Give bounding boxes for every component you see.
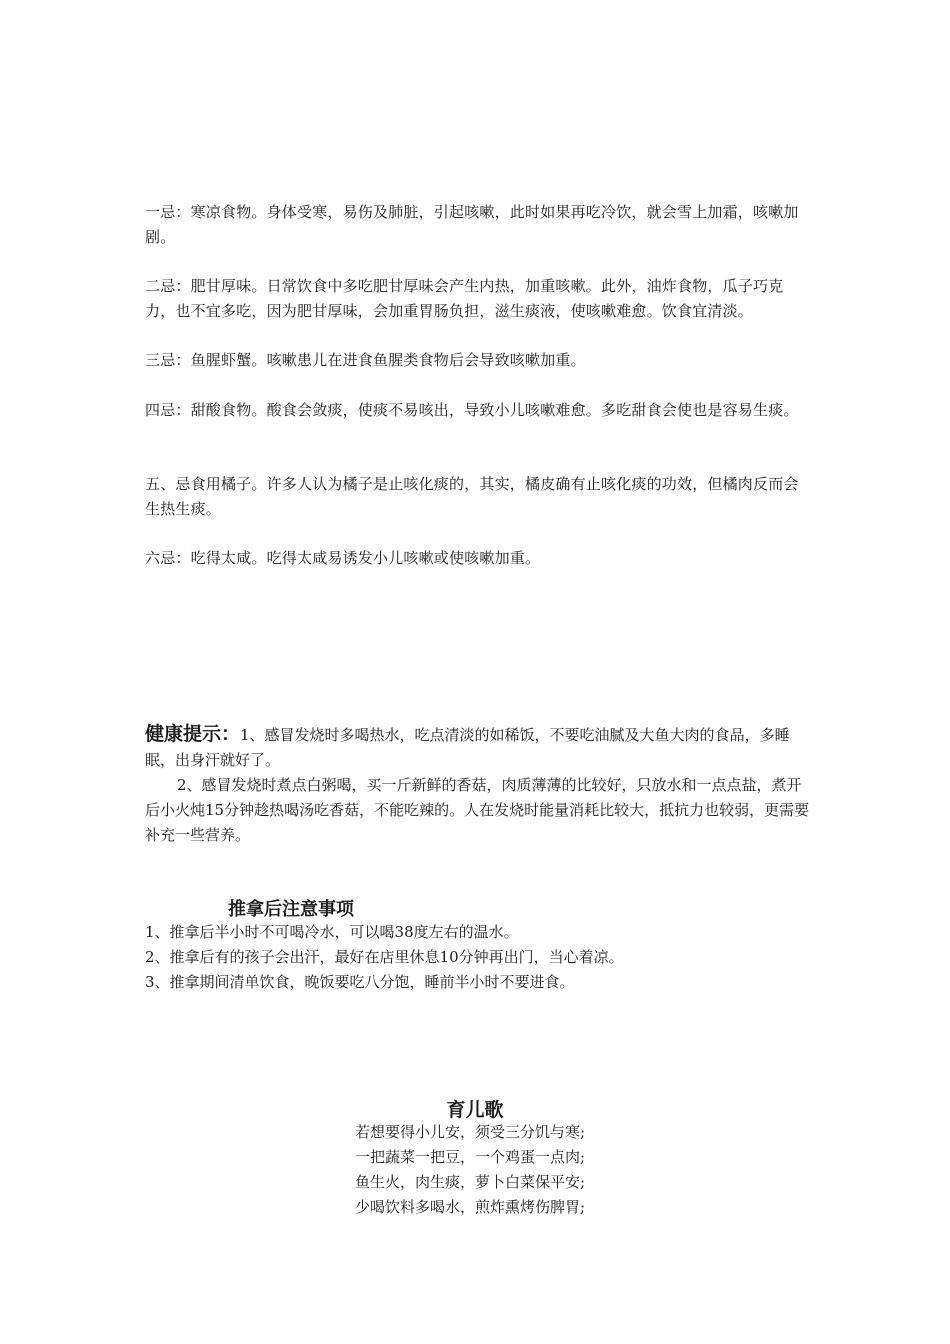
parenting-song-lines	[0, 1120, 940, 1220]
health-tip-2: 2、感冒发烧时煮点白粥喝，买一斤新鲜的香菇，肉质薄薄的比较好，只放水和一点点盐，煮开后小火炖15分钟趁热喝汤吃香菇，不能吃辣的。人在发烧时能量消耗比较大，抵抗力也较弱，更需要补充一些营养。	[145, 776, 810, 844]
taboo-paragraph-5: 五、忌食用橘子。许多人认为橘子是止咳化痰的，其实，橘皮确有止咳化痰的功效，但橘肉反而会生热生痰。	[145, 475, 799, 518]
tuina-notes-title: 推拿后注意事项	[228, 899, 354, 920]
tuina-note-item: 1、推拿后半小时不可喝冷水，可以喝38度左右的温水。	[145, 923, 519, 941]
song-line: 若想要得小儿安，须受三分饥与寒;	[354, 1123, 586, 1141]
tuina-note-item: 3、推拿期间清单饮食，晚饭要吃八分饱，睡前半小时不要进食。	[145, 973, 575, 991]
health-tip-1: 1、感冒发烧时多喝热水，吃点清淡的如稀饭，不要吃油腻及大鱼大肉的食品，多睡眠，出身汗就好了。	[145, 726, 790, 769]
song-line: 一把蔬菜一把豆，一个鸡蛋一点肉;	[354, 1148, 586, 1166]
song-line: 鱼生火，肉生痰，萝卜白菜保平安;	[354, 1173, 586, 1191]
taboo-paragraph-6: 六忌：吃得太咸。吃得太咸易诱发小儿咳嗽或使咳嗽加重。	[145, 549, 541, 567]
taboo-paragraph-3: 三忌：鱼腥虾蟹。咳嗽患儿在进食鱼腥类食物后会导致咳嗽加重。	[145, 351, 586, 369]
tuina-notes-list	[145, 920, 810, 995]
song-line: 少喝饮料多喝水，煎炸熏烤伤脾胃;	[354, 1198, 586, 1216]
taboo-paragraph-1: 一忌：寒凉食物。身体受寒，易伤及肺脏，引起咳嗽，此时如果再吃冷饮，就会雪上加霜，咳嗽加剧。	[145, 203, 799, 246]
parenting-song-title: 育儿歌	[446, 1099, 504, 1121]
taboo-paragraph-2: 二忌：肥甘厚味。日常饮食中多吃肥甘厚味会产生内热，加重咳嗽。此外，油炸食物，瓜子巧克力，也不宜多吃，因为肥甘厚味，会加重胃肠负担，滋生痰液，使咳嗽难愈。饮食宜清淡。	[145, 277, 784, 320]
health-tips-section	[145, 722, 810, 848]
health-tips-title: 健康提示：	[145, 723, 241, 745]
taboo-paragraph-4: 四忌：甜酸食物。酸食会敛痰，使痰不易咳出，导致小儿咳嗽难愈。多吃甜食会使也是容易生痰。	[145, 401, 799, 419]
tuina-note-item: 2、推拿后有的孩子会出汗，最好在店里休息10分钟再出门，当心着凉。	[145, 948, 624, 966]
